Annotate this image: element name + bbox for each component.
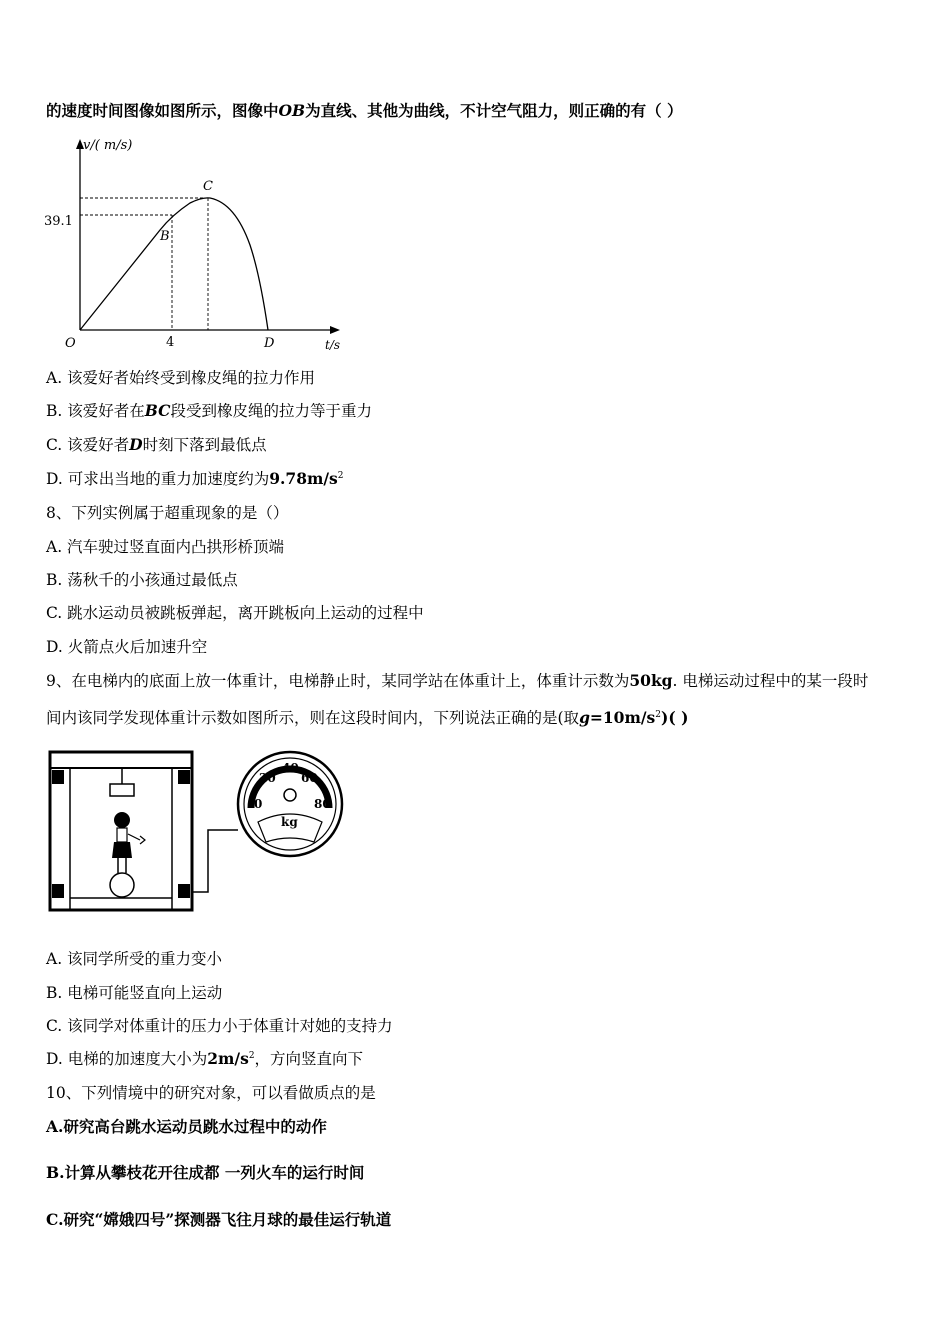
scale-tick-80: 80 <box>314 797 331 811</box>
q10-option-c: C.研究“嫦娥四号”探测器飞往月球的最佳运行轨道 <box>46 1210 392 1229</box>
connector-wire <box>192 830 238 892</box>
q9-option-b: B. 电梯可能竖直向上运动 <box>46 984 223 1002</box>
variable-d: D <box>129 435 143 454</box>
q7-option-b: B. 该爱好者在BC段受到橡皮绳的拉力等于重力 <box>46 401 372 420</box>
q9-option-c: C. 该同学对体重计的压力小于体重计对她的支持力 <box>46 1017 393 1035</box>
velocity-curve <box>80 198 268 330</box>
x-axis-arrow <box>330 326 340 334</box>
q9-stem-line2: 间内该同学发现体重计示数如图所示，则在这段时间内，下列说法正确的是(取$g=10m/s^2$)( ) <box>46 708 689 727</box>
x-axis-label: t/s <box>325 338 341 352</box>
q8-option-d: D. 火箭点火后加速升空 <box>46 638 208 656</box>
bathroom-scale <box>110 873 134 897</box>
elevator-scale-figure <box>46 742 346 917</box>
velocity-time-graph <box>40 135 350 355</box>
scale-unit: kg <box>281 815 298 829</box>
scale-tick-20: 20 <box>259 771 276 785</box>
point-b-label: B <box>160 229 170 244</box>
q7-option-c: C. 该爱好者D时刻下落到最低点 <box>46 435 267 454</box>
dial-center <box>284 789 296 801</box>
y-axis-label: v/( m/s) <box>83 138 133 153</box>
q7-option-d: D. 可求出当地的重力加速度约为$9.78m/s^2$ <box>46 469 344 488</box>
q8-option-b: B. 荡秋千的小孩通过最低点 <box>46 571 238 589</box>
y-value-label: 39.1 <box>44 214 73 229</box>
q10-stem: 10、下列情境中的研究对象，可以看做质点的是 <box>46 1084 376 1102</box>
scale-tick-40: 40 <box>282 761 299 775</box>
variable-ob: OB <box>278 101 306 120</box>
q8-option-a: A. 汽车驶过竖直面内凸拱形桥顶端 <box>46 538 285 556</box>
origin-label: O <box>65 336 76 351</box>
x-value-label: 4 <box>166 335 175 350</box>
scale-tick-60: 60 <box>301 771 318 785</box>
q9-option-d: D. 电梯的加速度大小为$2m/s^2$，方向竖直向下 <box>46 1049 364 1068</box>
scale-tick-0: 0 <box>254 797 263 811</box>
q9-stem-line1: 9、在电梯内的底面上放一体重计，电梯静止时，某同学站在体重计上，体重计示数为50kg. 电梯运动过程中的某一段时 <box>46 671 869 690</box>
q8-option-c: C. 跳水运动员被跳板弹起，离开跳板向上运动的过程中 <box>46 604 424 622</box>
point-c-label: C <box>203 179 213 194</box>
q8-stem: 8、下列实例属于超重现象的是（） <box>46 504 289 522</box>
variable-bc: BC <box>144 401 171 420</box>
q10-option-b: B.计算从攀枝花开往成都 一列火车的运行时间 <box>46 1163 365 1182</box>
q9-option-a: A. 该同学所受的重力变小 <box>46 950 223 968</box>
question-7-stem: 的速度时间图像如图所示，图像中OB为直线、其他为曲线，不计空气阻力，则正确的有（ ） <box>46 101 683 120</box>
point-d-label: D <box>264 336 275 351</box>
person-figure <box>112 812 145 873</box>
q7-option-a: A. 该爱好者始终受到橡皮绳的拉力作用 <box>46 369 316 387</box>
q10-option-a: A.研究高台跳水运动员跳水过程中的动作 <box>46 1117 327 1136</box>
